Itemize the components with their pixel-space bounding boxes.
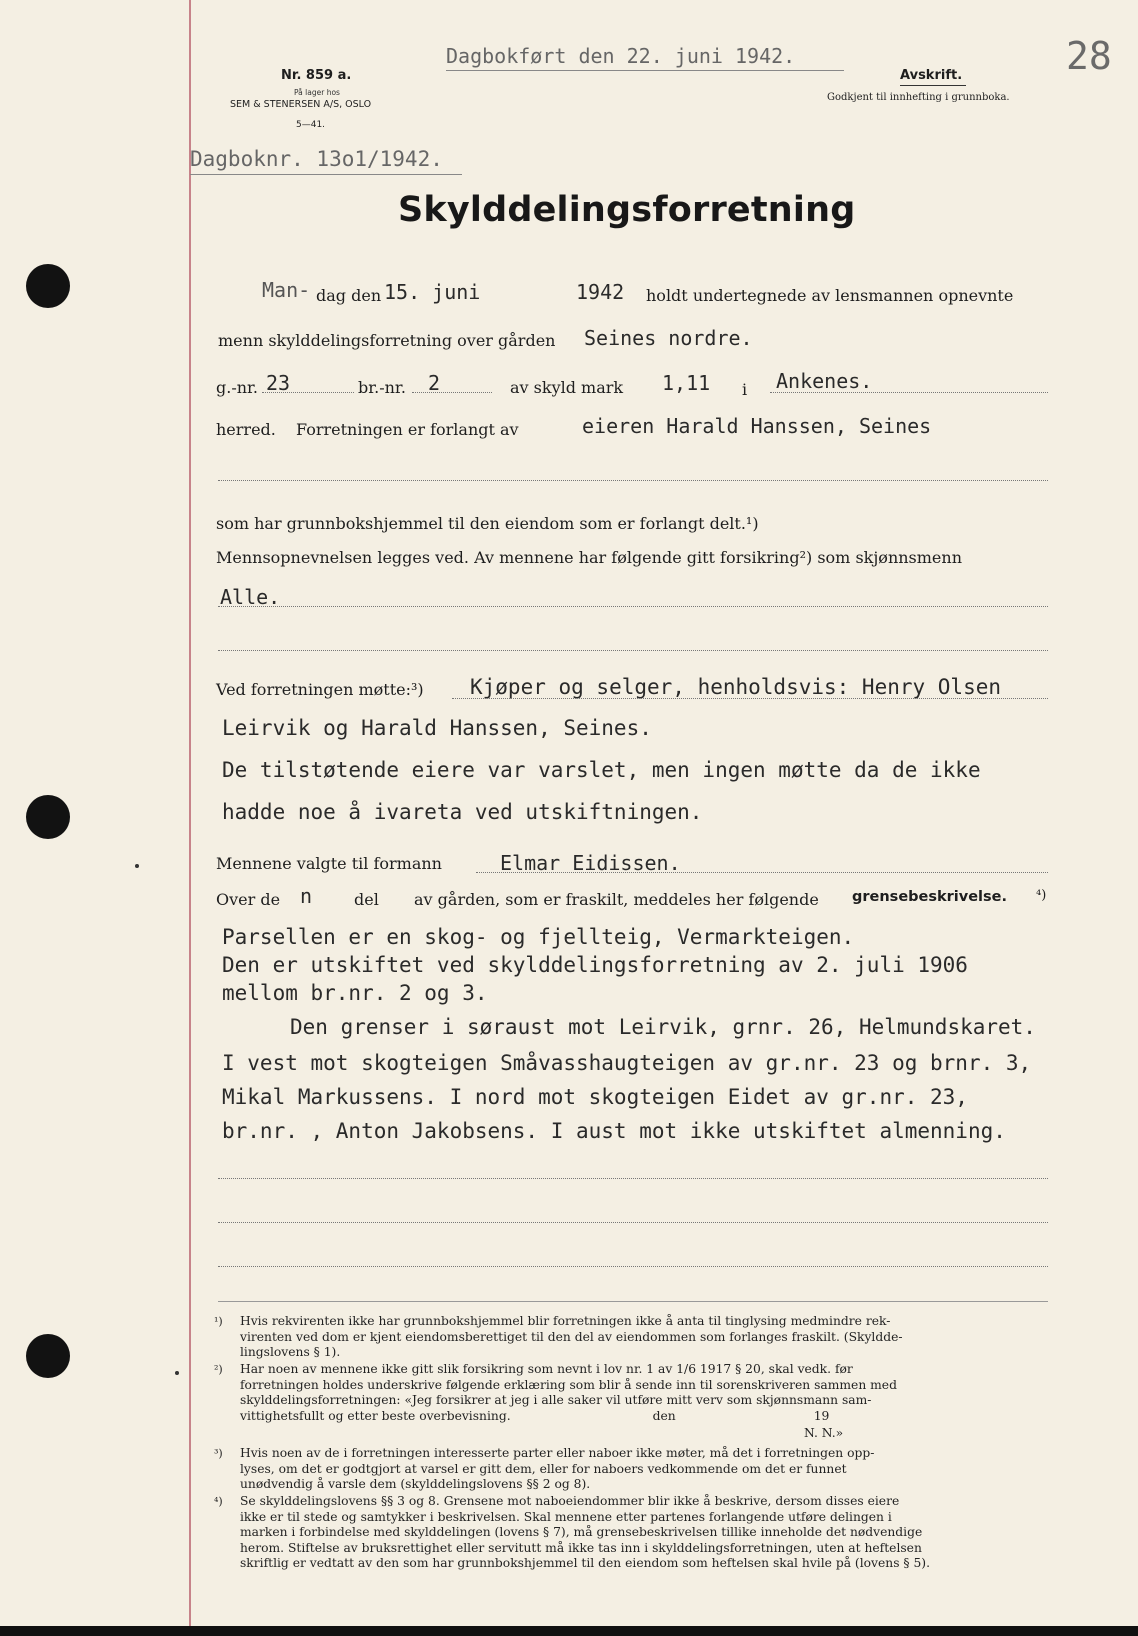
description-line: br.nr. , Anton Jakobsens. I aust mot ikke utskiftet almenning.: [222, 1119, 1006, 1143]
form-number: Nr. 859 a.: [281, 68, 352, 83]
blank-dotted-line: [218, 1178, 1048, 1179]
margin-dot: [135, 864, 139, 868]
dag-den-label: dag den: [316, 286, 382, 305]
punch-hole: [26, 1334, 70, 1378]
document-title: Skylddelingsforretning: [398, 190, 856, 230]
footnote-1: [240, 1314, 903, 1361]
footnote-line: Se skylddelingslovens §§ 3 og 8. Grensene mot naboeiendommer blir ikke å beskrive, dersom disses eiere: [240, 1494, 900, 1508]
footnote-line: ikke er til stede og samtykker i beskrivelsen. Skal mennene etter partenes forlangende utføre delingen i: [240, 1509, 892, 1524]
year-field: 1942: [576, 280, 625, 304]
skyld-field: 1,11: [662, 371, 711, 395]
footnote-2-signature: N. N.»: [804, 1426, 844, 1440]
print-date: 5—41.: [296, 120, 326, 130]
footnote-line: virenten ved dom er kjent eiendomsberettiget til den del av eiendommen som forlanges fraskilt. (Skyldde-: [240, 1329, 903, 1344]
blank-dotted-line: [218, 1222, 1048, 1223]
footnote-line: unødvendig å varsle dem (skylddelingslovens §§ 2 og 8).: [240, 1477, 591, 1492]
description-line: Den er utskiftet ved skylddelingsforretning av 2. juli 1906: [222, 953, 968, 977]
footnote-2: [240, 1362, 897, 1424]
footnote-2-mark: ²): [214, 1363, 223, 1376]
margin-dot: [175, 1371, 179, 1375]
footnote-line: marken i forbindelse med skylddelingen (lovens § 7), må grensebeskrivelsen tillike inneholde det nødvendige: [240, 1525, 923, 1540]
forlangt-label: Forretningen er forlangt av: [296, 420, 519, 439]
godkjent-text: Godkjent til innhefting i grunnboka.: [827, 92, 1010, 103]
punch-hole: [26, 264, 70, 308]
formann-dotted-line: [476, 872, 1048, 873]
mennsopnevnelsen-text: Mennsopnevnelsen legges ved. Av mennene har følgende gitt forsikring²) som skjønnsmenn: [216, 548, 963, 567]
motte-line: Kjøper og selger, henholdsvis: Henry Olsen: [470, 675, 1002, 699]
dagbokfort-stamp: Dagbokført den 22. juni 1942.: [446, 44, 796, 68]
description-line: Den grenser i søraust mot Leirvik, grnr. 26, Helmundskaret.: [290, 1015, 1036, 1039]
brnr-field: 2: [428, 371, 441, 395]
footnote-line: skylddelingsforretningen: «Jeg forsikrer at jeg i alle saker vil utføre mitt verv som skjønnsmann sam-: [240, 1393, 872, 1408]
holdt-text: holdt undertegnede av lensmannen opnevnte: [646, 286, 1014, 305]
description-line: mellom br.nr. 2 og 3.: [222, 981, 488, 1005]
farm-name-field: Seines nordre.: [584, 326, 753, 350]
footnote-line: herom. Stiftelse av bruksrettighet eller servitutt må ikke tas inn i skylddelingsforretningen, uten at heftelsen: [240, 1540, 922, 1555]
blank-dotted-line: [218, 650, 1048, 651]
footnote-divider: [218, 1301, 1048, 1302]
description-line: I vest mot skogteigen Småvasshaugteigen av gr.nr. 23 og brnr. 3,: [222, 1051, 1032, 1075]
footnote-line: Hvis noen av de i forretningen interesserte parter eller naboer ikke møter, må det i forretningen opp-: [240, 1446, 875, 1460]
dagboknr-underline: [190, 174, 462, 175]
brnr-label: br.-nr.: [358, 378, 406, 397]
avskrift-underline: [900, 85, 966, 86]
weekday-handwritten: Man-: [262, 278, 311, 302]
publisher-line1: På lager hos: [294, 88, 340, 97]
motte-dotted-line: [452, 698, 1048, 699]
footnote-1-mark: ¹): [214, 1315, 223, 1328]
bottom-edge: [0, 1626, 1138, 1636]
blank-dotted-line: [218, 1266, 1048, 1267]
herred-label: herred.: [216, 420, 276, 439]
footnote-line: Hvis rekvirenten ikke har grunnbokshjemmel blir forretningen ikke å anta til tinglysing medmindre rek-: [240, 1314, 891, 1328]
footnote-3: [240, 1446, 874, 1493]
publisher-line2: SEM & STENERSEN A/S, OSLO: [230, 99, 372, 110]
requester-field: eieren Harald Hanssen, Seines: [582, 414, 932, 438]
gnr-label: g.-nr.: [216, 378, 259, 397]
footnote-4-mark: ⁴): [214, 1495, 223, 1508]
page-number: 28: [1066, 34, 1112, 78]
over-de-label: Over de: [216, 890, 281, 909]
gnr-dotted-line: [262, 392, 354, 393]
margin-line: [189, 0, 191, 1636]
del-label: del: [354, 890, 379, 909]
avskrift-label: Avskrift.: [900, 68, 963, 83]
footnote-4: [240, 1494, 930, 1572]
grensebeskrivelse-sup: ⁴): [1036, 888, 1047, 903]
brnr-dotted-line: [412, 392, 492, 393]
forsikring-field: Alle.: [220, 585, 281, 609]
gnr-field: 23: [266, 371, 291, 395]
footnote-3-mark: ³): [214, 1447, 223, 1460]
stamp-underline: [446, 70, 844, 71]
i-label: i: [742, 380, 748, 399]
footnote-line: Har noen av mennene ikke gitt slik forsikring som nevnt i lov nr. 1 av 1/6 1917 § 20, skal vedk. før: [240, 1362, 853, 1376]
blank-dotted-line: [218, 480, 1048, 481]
description-line: Mikal Markussens. I nord mot skogteigen Eidet av gr.nr. 23,: [222, 1085, 968, 1109]
formann-label: Mennene valgte til formann: [216, 854, 442, 873]
description-line: Parsellen er en skog- og fjellteig, Vermarkteigen.: [222, 925, 855, 949]
dagboknr-stamp: Dagboknr. 13o1/1942.: [190, 147, 443, 171]
footnote-line: lyses, om det er godtgjort at varsel er gitt dem, eller for naboers vedkommende om det er funnet: [240, 1461, 847, 1476]
hjemmel-text: som har grunnbokshjemmel til den eiendom som er forlangt delt.¹): [216, 514, 759, 533]
punch-hole: [26, 795, 70, 839]
herred-field: Ankenes.: [776, 369, 873, 393]
footnote-line: vittighetsfullt og etter beste overbevisning. den 19: [240, 1408, 830, 1423]
motte-line: Leirvik og Harald Hanssen, Seines.: [222, 716, 652, 740]
footnote-line: lingslovens § 1).: [240, 1345, 341, 1360]
footnote-line: skriftlig er vedtatt av den som har grunnbokshjemmel til den eiendom som heftelsen skal hvile på (lovens § 5).: [240, 1556, 931, 1571]
formann-field: Elmar Eidissen.: [500, 851, 681, 875]
footnote-line: forretningen holdes underskrive følgende erklæring som blir å sende inn til sorenskriveren sammen med: [240, 1377, 897, 1392]
menn-text: menn skylddelingsforretning over gården: [218, 331, 556, 350]
herred-dotted-line: [770, 392, 1048, 393]
skyld-label: av skyld mark: [510, 378, 624, 397]
forsikring-dotted-line: [218, 606, 1048, 607]
motte-label: Ved forretningen møtte:³): [216, 680, 424, 699]
motte-line: De tilstøtende eiere var varslet, men ingen møtte da de ikke: [222, 758, 981, 782]
motte-line: hadde noe å ivareta ved utskiftningen.: [222, 800, 703, 824]
gards-text: av gården, som er fraskilt, meddeles her følgende: [414, 890, 819, 909]
grensebeskrivelse-label: grensebeskrivelse.: [852, 889, 1007, 905]
date-field: 15. juni: [384, 280, 481, 304]
part-field: n: [300, 884, 313, 908]
